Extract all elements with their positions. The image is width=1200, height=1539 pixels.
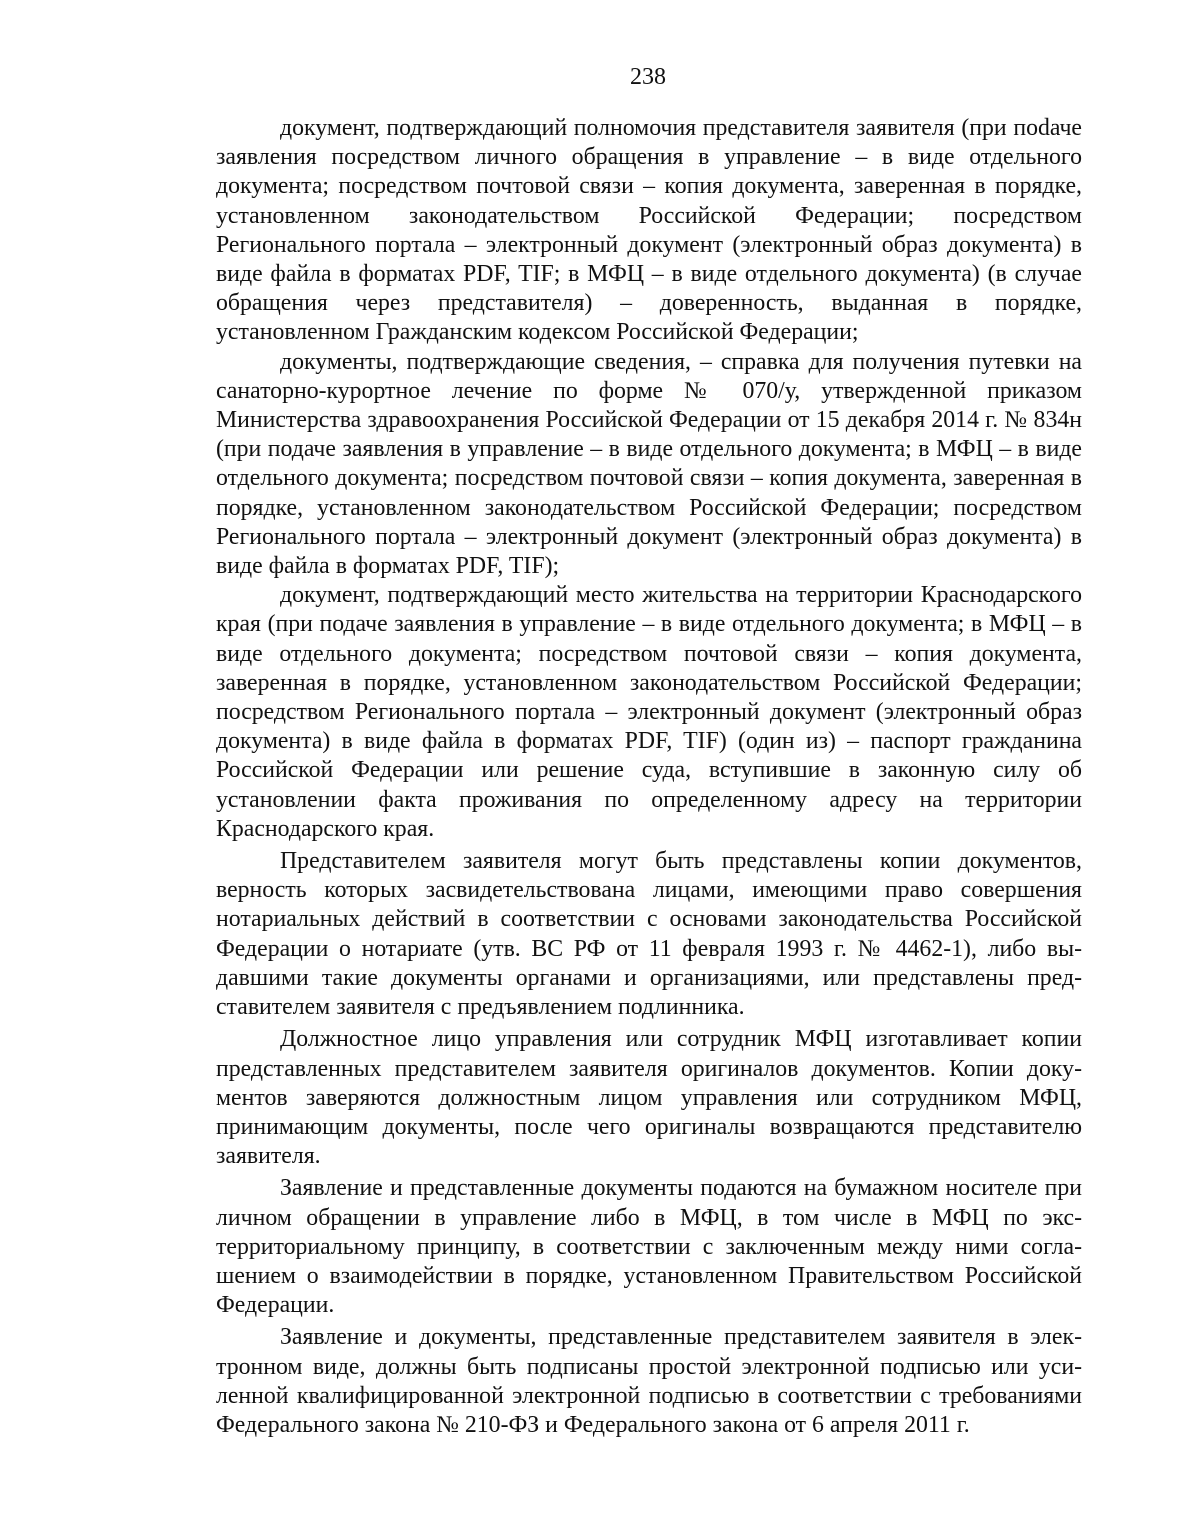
paragraph-paper-submission: Заявление и представленные документы подаются на бумажном носителе при личном обращении в управление либо в МФЦ, в том числе в МФЦ по экстерриториальному принципу, в соответствии с заключенным между ними соглашением о взаимодействии в порядке, установленном Правительством Российской Федерации. <box>216 1175 1082 1319</box>
paragraph-electronic-signature: Заявление и документы, представленные представителем заявителя в электронном виде, должны быть подписаны простой электронной подписью или усиленной квалифицированной электронной подписью в соответствии с требованиями Федерального закона № 210-ФЗ и Федерального закона от 6 апреля 2011 г. <box>216 1324 1082 1438</box>
paragraph-representative-authority: документ, подтверждающий полномочия представителя заявителя (при поdаче заявления посредством личного обращения в управление – в виде отдельного документа; посредством почтовой связи – копия документа, заверенная в порядке, установленном законодательством Российской Федерации; посредством Регионального портала – электронный документ (электронный образ документа) в виде файла в форматах PDF, TIF; в МФЦ – в виде отдельного документа) (в случае обращения через представителя) – доверенность, выданная в порядке, установленном Гражданским кодексом Российской Федерации; <box>216 115 1082 346</box>
paragraph-copies-certification: Должностное лицо управления или сотрудник МФЦ изготавливает копии представленных представителем заявителя оригиналов документов. Копии документов заверяются должностным лицом управления или сотрудником МФЦ, принимающим документы, после чего оригиналы возвращаются представителю заявителя. <box>216 1026 1082 1170</box>
paragraph-confirming-documents: документы, подтверждающие сведения, – справка для получения путевки на санаторно-курортное лечение по форме № 070/у, утвержденной приказом Министерства здравоохранения Российской Федерации от 15 декабря 2014 г. № 834н (при подаче заявления в управление – в виде отдельного документа; в МФЦ – в виде отдельного документа; посредством почтовой связи – копия документа, заверенная в порядке, установленном законодательством Российской Федерации; посредством Регионального портала – электронный документ (электронный образ документа) в виде файла в форматах PDF, TIF); <box>216 348 1082 580</box>
page-number: 238 <box>630 64 666 90</box>
paragraph-residence-document: документ, подтверждающий место жительства на территории Краснодарского края (при подаче заявления в управление – в виде отдельного документа; в МФЦ – в виде отдельного документа; посредством почтовой связи – копия документа, заверенная в порядке, установленном законодательством Российской Федерации; посредством Регионального портала – электронный документ (электронный образ документа) в виде файла в форматах PDF, TIF) (один из) – паспорт гражданина Российской Федерации или решение суда, вступившие в законную силу об установлении факта проживания по определенному адресу на территории Краснодарского края. <box>216 582 1082 842</box>
document-body <box>216 114 1082 1440</box>
paragraph-notarized-copies: Представителем заявителя могут быть представлены копии документов, верность которых засвидетельствована лицами, имеющими право совершения нотариальных действий в соответствии с основами законодательства Российской Федерации о нотариате (утв. ВС РФ от 11 февраля 1993 г. № 4462-1), либо выдавшими такие документы органами и организациями, или представлены представителем заявителя с предъявлением подлинника. <box>216 848 1082 1021</box>
